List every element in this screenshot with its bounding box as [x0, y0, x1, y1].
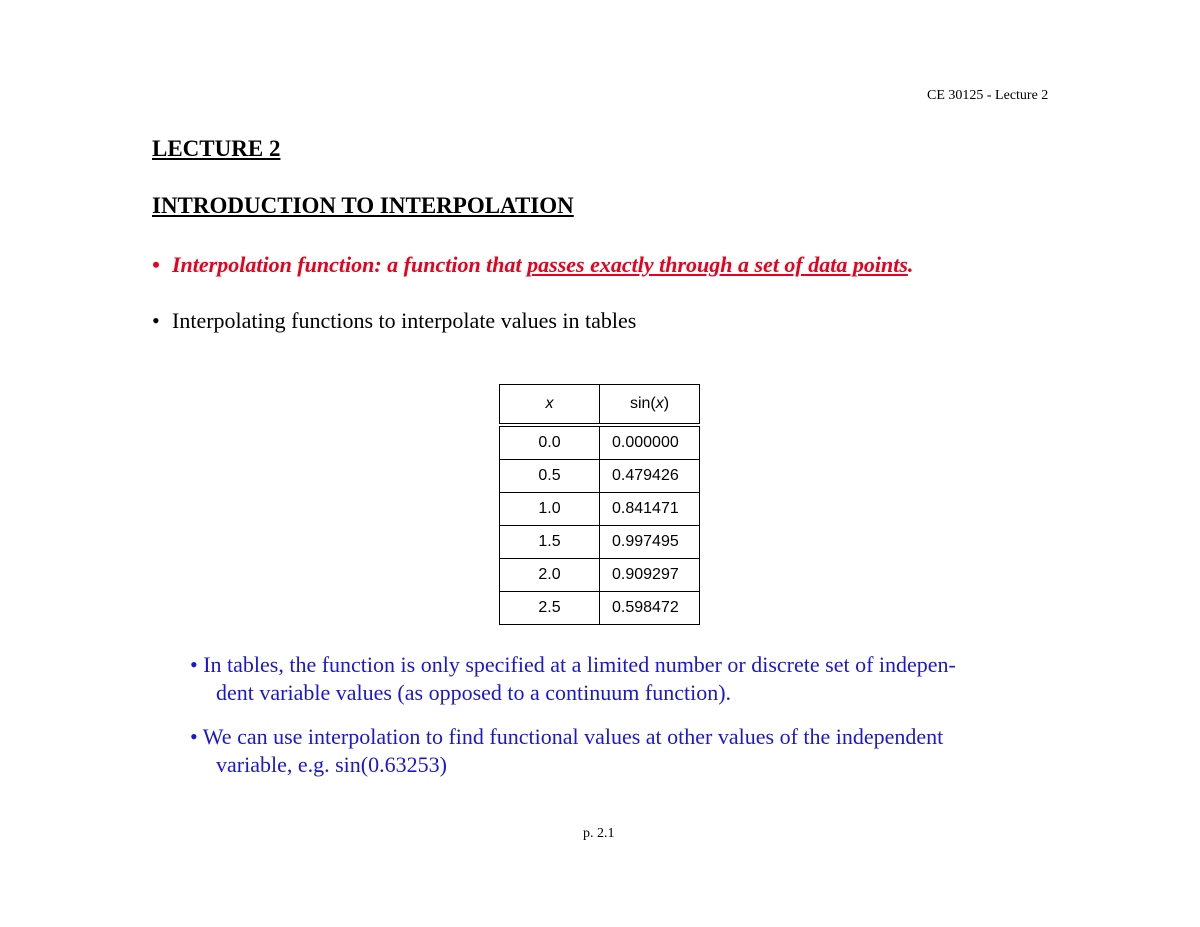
cell-x: 2.0 [500, 559, 600, 592]
cell-sin: 0.000000 [600, 425, 700, 460]
cell-x: 1.0 [500, 493, 600, 526]
bullet-symbol: • [152, 252, 160, 277]
table-row [500, 592, 700, 625]
use-bullet [152, 308, 636, 334]
cell-sin: 0.841471 [600, 493, 700, 526]
table-row [500, 526, 700, 559]
note-1-line-1: • In tables, the function is only specified at a limited number or discrete set of indepen- [190, 652, 956, 677]
table-row [500, 559, 700, 592]
topic-title: INTRODUCTION TO INTERPOLATION [152, 193, 574, 218]
cell-sin: 0.909297 [600, 559, 700, 592]
cell-sin: 0.997495 [600, 526, 700, 559]
table-row [500, 460, 700, 493]
cell-x: 0.0 [500, 425, 600, 460]
cell-x: 0.5 [500, 460, 600, 493]
page-number: p. 2.1 [583, 826, 615, 841]
definition-bullet [152, 252, 913, 278]
cell-x: 2.5 [500, 592, 600, 625]
bullet-symbol: • [152, 308, 160, 333]
table-row [500, 493, 700, 526]
note-2-line-2: variable, e.g. sin(0.63253) [216, 752, 447, 777]
note-2-line-1: • We can use interpolation to find functional values at other values of the independent [190, 724, 944, 749]
use-text: Interpolating functions to interpolate values in tables [172, 308, 637, 333]
header-course-label: CE 30125 - Lecture 2 [927, 88, 1049, 103]
table-header-row [500, 385, 700, 426]
cell-sin: 0.598472 [600, 592, 700, 625]
cell-x: 1.5 [500, 526, 600, 559]
sine-table [499, 384, 700, 625]
definition-prefix: Interpolation function: a function that [172, 252, 528, 277]
definition-suffix: . [907, 252, 914, 277]
note-1-line-2: dent variable values (as opposed to a continuum function). [216, 680, 732, 705]
definition-underlined: passes exactly through a set of data points [527, 252, 908, 277]
header-sin: sin(x) [600, 385, 700, 426]
lecture-title: LECTURE 2 [152, 136, 281, 161]
table-row [500, 425, 700, 460]
header-x: x [500, 385, 600, 426]
cell-sin: 0.479426 [600, 460, 700, 493]
